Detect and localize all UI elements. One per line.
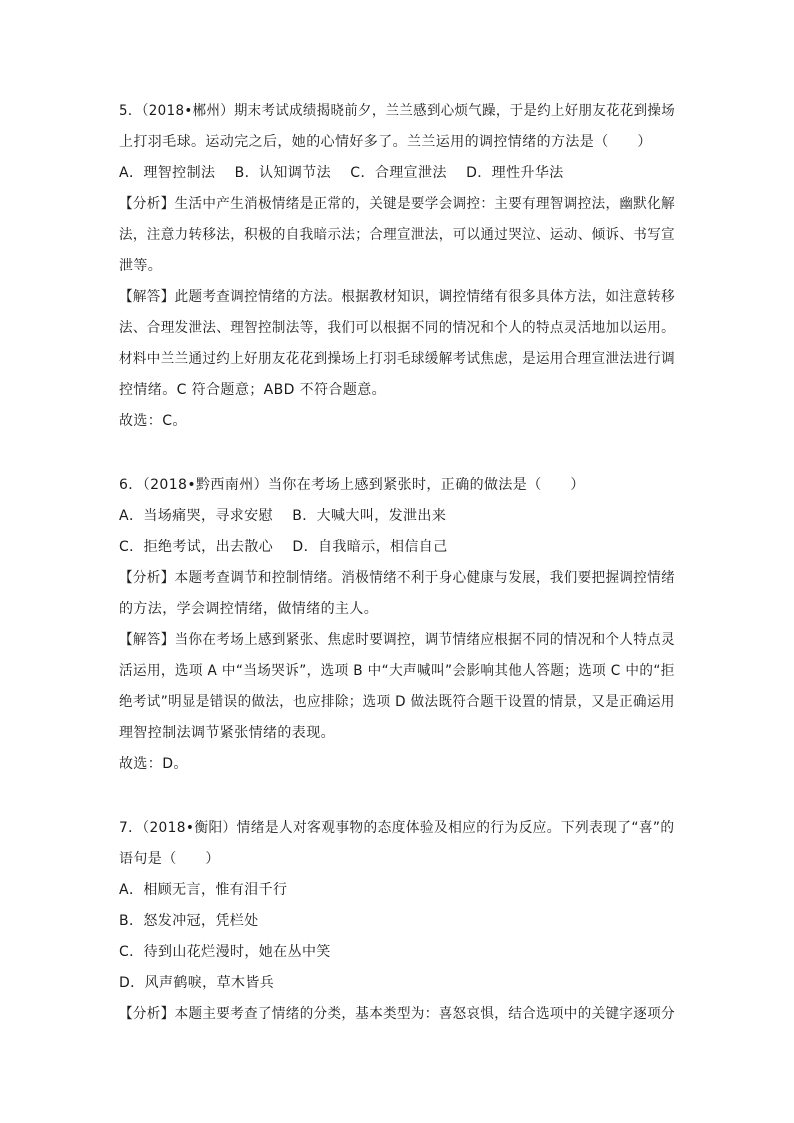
q5-analysis-line-2: 法，注意力转移法，积极的自我暗示法；合理宣泄法，可以通过哭泣、运动、倾诉、书写宣 bbox=[119, 227, 675, 243]
q5-stem-line-2: 上打羽毛球。运动完之后，她的心情好多了。兰兰运用的调控情绪的方法是（ ） bbox=[119, 134, 652, 150]
q5-answer-line-1: 【解答】此题考查调控情绪的方法。根据教材知识，调控情绪有很多具体方法，如注意转移 bbox=[119, 289, 675, 305]
q6-choice: 故选：D。 bbox=[119, 756, 188, 772]
q5-answer-line-4: 控情绪。C 符合题意；ABD 不符合题意。 bbox=[119, 382, 387, 398]
q7-option-d: D．风声鹤唳，草木皆兵 bbox=[119, 975, 275, 991]
q5-answer-line-3: 材料中兰兰通过约上好朋友花花到操场上打羽毛球缓解考试焦虑，是运用合理宣泄法进行调 bbox=[119, 351, 675, 367]
q6-analysis-line-2: 的方法，学会调控情绪，做情绪的主人。 bbox=[119, 601, 379, 617]
q5-options: A．理智控制法 B．认知调节法 C．合理宣泄法 D．理性升华法 bbox=[119, 165, 564, 181]
q6-answer-line-3: 绝考试”明显是错误的做法，也应排除；选项 D 做法既符合题干设置的情景，又是正确运用 bbox=[119, 694, 675, 710]
q5-stem-line-1: 5．（2018•郴州）期末考试成绩揭晓前夕，兰兰感到心烦气躁，于是约上好朋友花花到操场 bbox=[119, 103, 675, 119]
q7-stem-line-2: 语句是（ ） bbox=[119, 851, 220, 867]
q5-analysis-line-1: 【分析】生活中产生消极情绪是正常的，关键是要学会调控：主要有理智调控法，幽默化解 bbox=[119, 196, 675, 212]
q5-choice: 故选：C。 bbox=[119, 413, 187, 429]
q5-answer-line-2: 法、合理发泄法、理智控制法等，我们可以根据不同的情况和个人的特点灵活地加以运用。 bbox=[119, 320, 675, 336]
q6-analysis-line-1: 【分析】本题考查调节和控制情绪。消极情绪不利于身心健康与发展，我们要把握调控情绪 bbox=[119, 570, 675, 586]
q7-option-a: A．相顾无言，惟有泪千行 bbox=[119, 882, 288, 898]
q6-answer-line-1: 【解答】当你在考场上感到紧张、焦虑时要调控，调节情绪应根据不同的情况和个人特点灵 bbox=[119, 632, 675, 648]
q6-answer-line-2: 活运用，选项 A 中“当场哭诉”，选项 B 中“大声喊叫”会影响其他人答题；选项 C 中的“拒 bbox=[119, 663, 675, 679]
q6-stem-line-1: 6．（2018•黔西南州）当你在考场上感到紧张时，正确的做法是（ ） bbox=[119, 477, 585, 493]
q5-analysis-line-3: 泄等。 bbox=[119, 258, 163, 274]
q6-options-line-1: A．当场痛哭，寻求安慰 B．大喊大叫，发泄出来 bbox=[119, 508, 447, 524]
q7-analysis-line-1: 【分析】本题主要考查了情绪的分类，基本类型为：喜怒哀惧，结合选项中的关键字逐项分 bbox=[119, 1006, 675, 1022]
q6-options-line-2: C．拒绝考试，出去散心 D．自我暗示，相信自己 bbox=[119, 539, 448, 555]
q7-option-c: C．待到山花烂漫时，她在丛中笑 bbox=[119, 944, 331, 960]
q6-answer-line-4: 理智控制法调节紧张情绪的表现。 bbox=[119, 725, 335, 741]
q7-stem-line-1: 7．（2018•衡阳）情绪是人对客观事物的态度体验及相应的行为反应。下列表现了“喜”的 bbox=[119, 820, 675, 836]
q7-option-b: B．怒发冲冠，凭栏处 bbox=[119, 913, 259, 929]
